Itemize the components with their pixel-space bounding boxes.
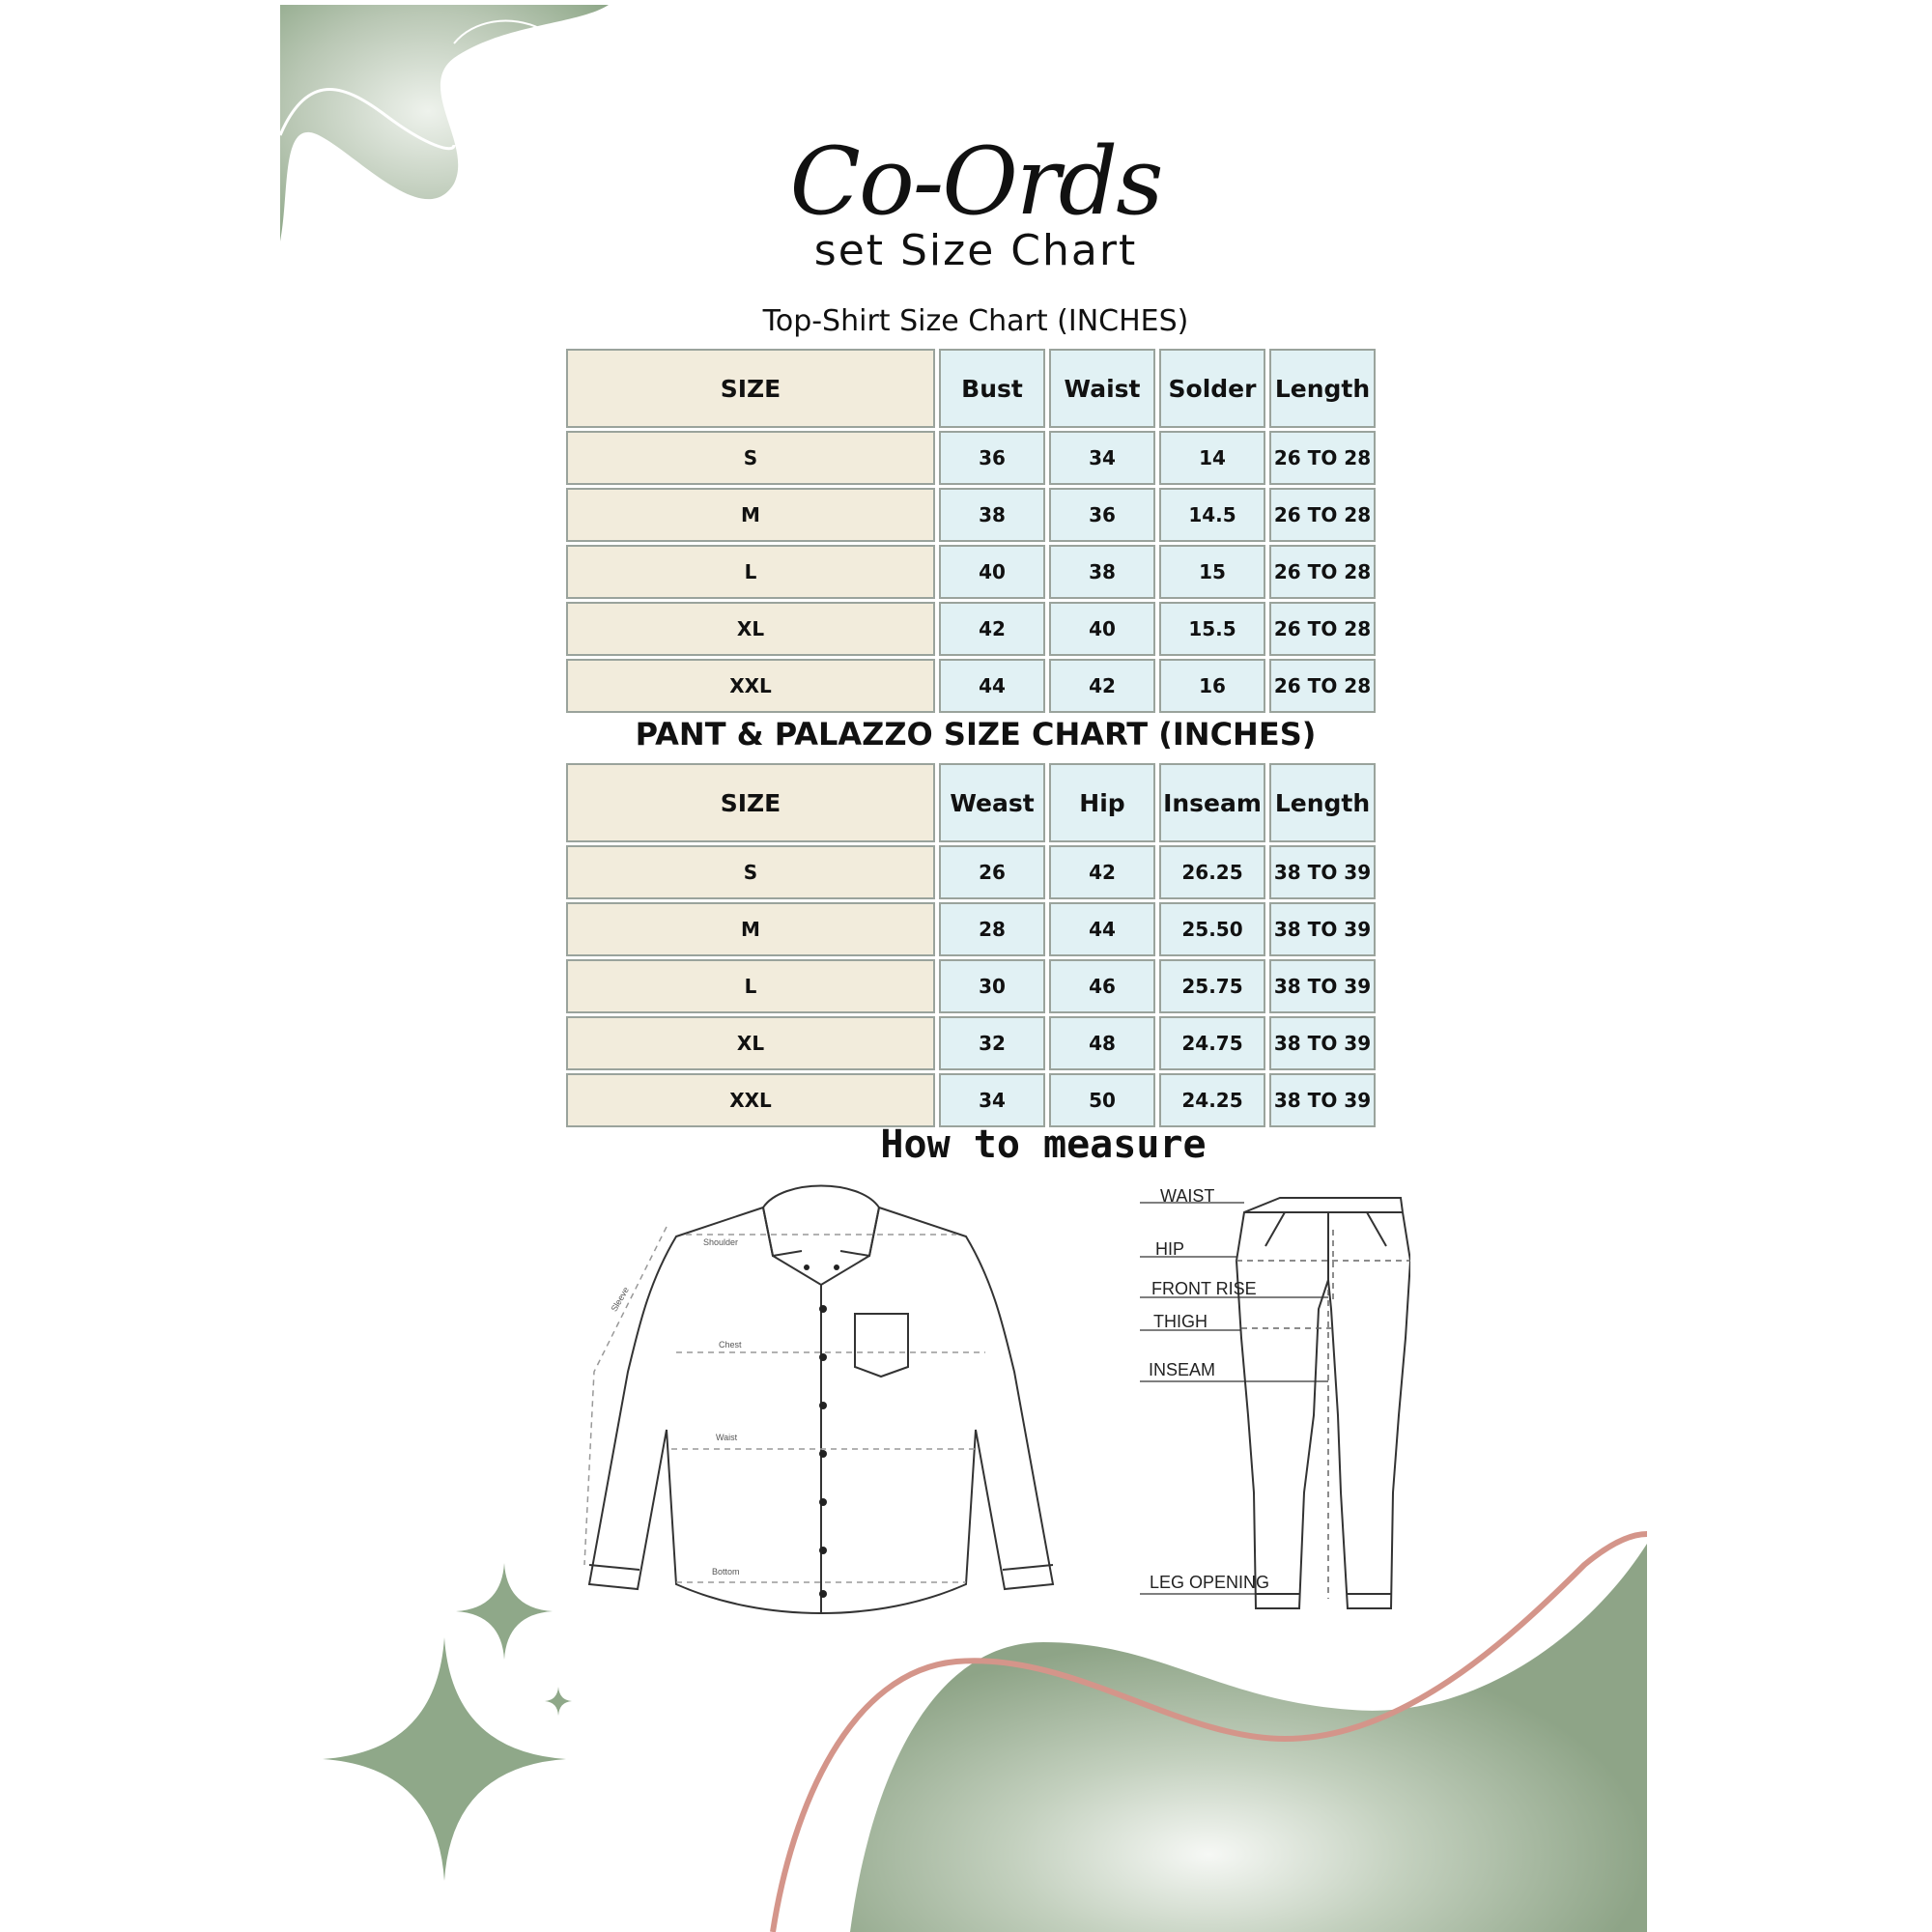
value-cell: 44 (1049, 902, 1155, 956)
value-cell: 44 (939, 659, 1045, 713)
header-cell: SIZE (566, 349, 935, 428)
value-cell: 42 (1049, 845, 1155, 899)
top-size-table (562, 346, 1379, 716)
page-title: Co-Ords (789, 128, 1162, 236)
value-cell: 38 (1049, 545, 1155, 599)
size-cell: M (566, 902, 935, 956)
value-cell: 16 (1159, 659, 1265, 713)
size-cell: XL (566, 1016, 935, 1070)
shirt-label-waist: Waist (716, 1433, 738, 1442)
table-row (566, 602, 1376, 656)
value-cell: 36 (939, 431, 1045, 485)
value-cell: 38 TO 39 (1269, 902, 1376, 956)
table-row (566, 902, 1376, 956)
pant-size-table (562, 760, 1379, 1130)
value-cell: 26 (939, 845, 1045, 899)
table-header-row (566, 763, 1376, 842)
value-cell: 48 (1049, 1016, 1155, 1070)
value-cell: 42 (1049, 659, 1155, 713)
shirt-label-bottom: Bottom (712, 1567, 740, 1577)
value-cell: 14 (1159, 431, 1265, 485)
table-row (566, 1016, 1376, 1070)
value-cell: 50 (1049, 1073, 1155, 1127)
page-subtitle: set Size Chart (813, 226, 1138, 275)
header-cell: Length (1269, 763, 1376, 842)
value-cell: 25.50 (1159, 902, 1265, 956)
shirt-label-sleeve: Sleeve (609, 1285, 631, 1314)
top-left-blob (280, 5, 609, 242)
size-cell: S (566, 431, 935, 485)
size-cell: M (566, 488, 935, 542)
value-cell: 26 TO 28 (1269, 545, 1376, 599)
value-cell: 15.5 (1159, 602, 1265, 656)
value-cell: 34 (1049, 431, 1155, 485)
value-cell: 38 TO 39 (1269, 959, 1376, 1013)
pant-label-inseam: INSEAM (1149, 1360, 1216, 1379)
pant-table-title: PANT & PALAZZO SIZE CHART (INCHES) (635, 716, 1317, 753)
size-cell: XL (566, 602, 935, 656)
value-cell: 14.5 (1159, 488, 1265, 542)
header-cell: Solder (1159, 349, 1265, 428)
value-cell: 38 TO 39 (1269, 1073, 1376, 1127)
shirt-diagram (570, 1179, 1072, 1623)
value-cell: 32 (939, 1016, 1045, 1070)
pant-label-leg-opening: LEG OPENING (1150, 1573, 1270, 1592)
header-cell: Weast (939, 763, 1045, 842)
table-row (566, 431, 1376, 485)
table-row (566, 959, 1376, 1013)
value-cell: 36 (1049, 488, 1155, 542)
header-cell: SIZE (566, 763, 935, 842)
header-cell: Bust (939, 349, 1045, 428)
value-cell: 38 TO 39 (1269, 1016, 1376, 1070)
sparkle-medium (456, 1563, 553, 1660)
table-row (566, 545, 1376, 599)
shirt-label-shoulder: Shoulder (703, 1237, 739, 1247)
sparkle-small (545, 1687, 572, 1716)
header-cell: Waist (1049, 349, 1155, 428)
value-cell: 26 TO 28 (1269, 431, 1376, 485)
value-cell: 40 (1049, 602, 1155, 656)
value-cell: 24.25 (1159, 1073, 1265, 1127)
header-cell: Hip (1049, 763, 1155, 842)
size-cell: XXL (566, 1073, 935, 1127)
value-cell: 25.75 (1159, 959, 1265, 1013)
size-cell: S (566, 845, 935, 899)
value-cell: 40 (939, 545, 1045, 599)
how-to-measure-title: How to measure (880, 1122, 1207, 1167)
value-cell: 28 (939, 902, 1045, 956)
size-cell: L (566, 959, 935, 1013)
pant-label-thigh: THIGH (1153, 1312, 1208, 1331)
table-row (566, 659, 1376, 713)
table-row (566, 1073, 1376, 1127)
value-cell: 42 (939, 602, 1045, 656)
value-cell: 15 (1159, 545, 1265, 599)
top-table-title: Top-Shirt Size Chart (INCHES) (762, 304, 1189, 338)
header-cell: Length (1269, 349, 1376, 428)
pant-label-hip: HIP (1155, 1239, 1185, 1259)
value-cell: 26.25 (1159, 845, 1265, 899)
value-cell: 30 (939, 959, 1045, 1013)
pant-label-waist: WAIST (1160, 1186, 1215, 1206)
table-row (566, 845, 1376, 899)
size-cell: XXL (566, 659, 935, 713)
value-cell: 38 (939, 488, 1045, 542)
header-cell: Inseam (1159, 763, 1265, 842)
value-cell: 46 (1049, 959, 1155, 1013)
sparkle-large (323, 1637, 566, 1881)
value-cell: 34 (939, 1073, 1045, 1127)
size-cell: L (566, 545, 935, 599)
value-cell: 26 TO 28 (1269, 659, 1376, 713)
pant-label-front-rise: FRONT RISE (1151, 1279, 1257, 1298)
value-cell: 26 TO 28 (1269, 602, 1376, 656)
value-cell: 26 TO 28 (1269, 488, 1376, 542)
table-row (566, 488, 1376, 542)
value-cell: 38 TO 39 (1269, 845, 1376, 899)
value-cell: 24.75 (1159, 1016, 1265, 1070)
table-header-row (566, 349, 1376, 428)
shirt-label-chest: Chest (719, 1340, 742, 1350)
